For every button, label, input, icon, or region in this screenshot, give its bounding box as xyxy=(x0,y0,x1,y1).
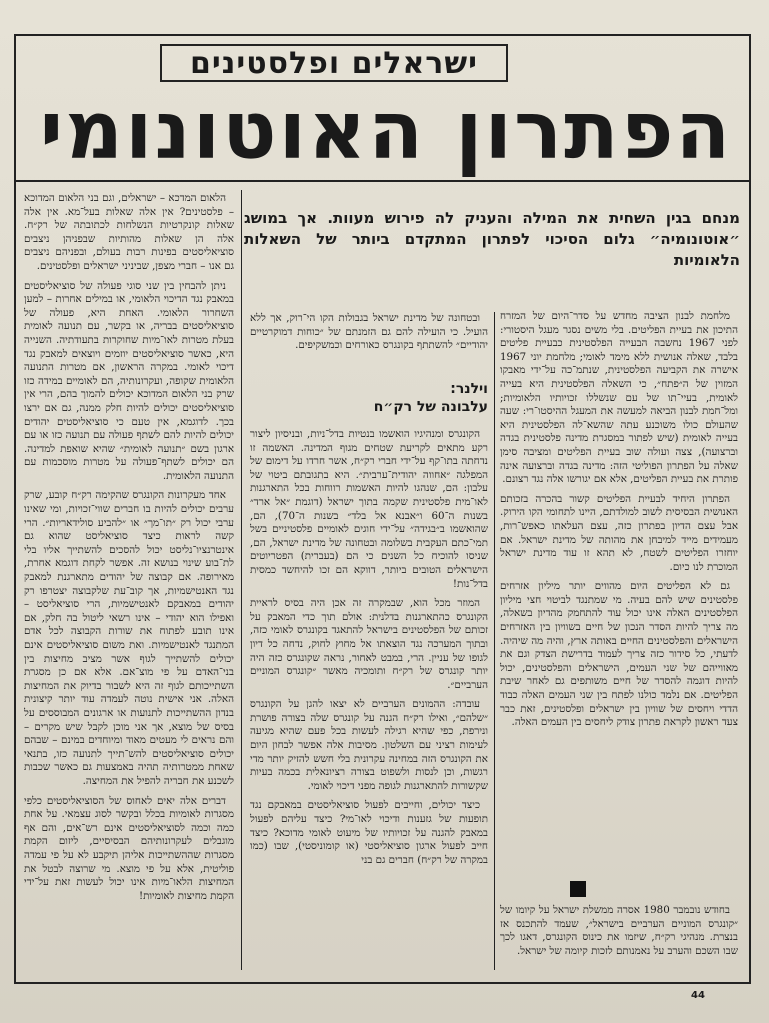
column-left xyxy=(24,192,234,970)
paragraph: אחד מעקרונות הקונגרס שהקימה רק״ח קובע, שרק ערבים יכולים להיות בו חברים שווי־זכויות, ומי שאינו ערבי יכול רק ״תו־מך״ או ״להביע סולידאריות״. הרי קשה לראות כיצד סוציאליסט שהוא גם אינטרנציו־נליסט יכול להסכים להשתייך אליו בלי לת־בוע שינוי בנושא זה. אפשר לקחת דוגמא אחרת, מאירופה. אם קבוצה של יהודים מתארגנת למאבק נגד האנטישמיות, אך קוב־עת שלקבוצה יצטרפו רק יהודים במאבקם לאנטישמיות, הרי סוציאליסט – ואפילו הוא יהודי – אינו רשאי ליטול בה חלק, אם אינו תובע לפתוח את שורות הקבוצה לכל אדם המתנגד לאנטישמיות. ואת משום סוציאליסטים אינם יכולים להשתייך לגוף אשר מציב מחיצות בין בני־האדם על פי מוצ־אם. אלא אם כן מסגרת השתייכותם לגוף זה היא לשבור בדיוק את המחיצות האלה. אני אישית נוטה לעמדה עוד יותר קיצונית בנדון ההשתייכות לתנועות או ארגונים המבוססים על בסיס של מוצא, אך אני מוכן לקבל שיש מקרים – והם נראים לי מעטים מאוד ומיוחדים במינם – שבהם יכולים סוציאליסטים להש־תייך לתנועה כזו, בתנאי שאחת ממטרותיה תהיה באמצעות גם כאשר שכבות לשכנע את חבריה להפיל את המחיצה. xyxy=(24,489,234,787)
paragraph: עובדה: ההמונים הערביים לא יצאו להגן על הקונגרס ״שלהם״, ואילו רק״ח הגנה על קונגרס שלה בצורה פושרת ונירפת, כפי שהיא רגילה לעשות בכל פעם שהיא מגיעה לעימות רציני עם השלטון. מסיבות אלה אפשר לבחון היום את הקונגרס הזה במחינה עקרונית בלי חשש להזיק יותר מדי רגשות, וכן לנסות ולשפוט בצורה רציונאלית בכמה בעיות שקשורות להתארגנות לגופה מפני דיכוי לאומי. xyxy=(250,698,488,792)
subhead xyxy=(250,380,488,416)
column-rule-left xyxy=(241,190,242,970)
paragraph: הלאום המדכא – ישראלים, וגם בני הלאום המדוכא – פלסטינים? אין אלה שאלות בעל־מא. אין אלה שאלות קונקרטיות הנשלחות לכתובתה של רק״ח. אלה הן שאלות מהותיות שבפניהן ניצבים סוציאליסטים בפינות רבות בעולם, ובפניהם ניצבים גם אנו – חברי מצפן, שביניני ישראלים ופלסטינים. xyxy=(24,192,234,272)
headline-rule xyxy=(14,180,751,182)
headline: הפתרון האוטונומי xyxy=(39,84,733,177)
column-right-main xyxy=(500,310,738,865)
subhead-title: עלבונה של רק״ח xyxy=(373,399,488,415)
column-rule-right xyxy=(494,312,495,970)
subhead-by: וילנר: xyxy=(450,381,488,397)
paragraph: גם לא הפליטים היום מהווים יותר מיליון אזרחים פלסטינים שיש להם בעיה. מי שמתנגד לביטוי חצי מיליון הפלסטינים האלה אינו יכול עוד להתחמק מהדיון בשאלה, מה צריך להיות הסדר הנכון של חיים בשוויון בין האזרחים הישראלים והפלסטינים החיים באותה ארץ, והיה מה שיהיה. לדעתי, כל סידור כזה צריך לעמוד בדרישת הצדק וגם את מאווייהם של שני העמים, הישראלים והפלסטינים, יכול להיות דוגמה להסדר של חיים משותפים גם לאחר שיבת הפליטים. אם נלמד כולנו לפתח בין שני העמים האלה כבוד הדדי ויחסים של שוויון בין ישראלים ופלסטינים, זאת כבר צעד ראשון לקראת פתרון צודק ליחסים בין העמים האלה. xyxy=(500,580,738,729)
paragraph: הקונגרס ומנהיגיו הואשמו בנטיות בדל־ניות, ובניסיון ליצור רקע מתאים לקריעת שטחים מגוף המדינה. האשמה זו נדחתה בתו־קף על־ידי חברי רק״ח, אשר חרדו על דימום של המפלגה ״אחווה יהודית־ערבית״. היא בתגובתם ביטוי של עלבון: הם, שנהגו להיות האשמות רווחות בכל התארגנות לאו־מית פלסטינית שקמה בתוך ישראל (דוגמת ״אל ארד״ בשנות ה־60 ו״אבנא אל בלד״ בשנות ה־70), הם, שהואשמו ב״בגידה״ על־ידי חוגים לאומיים פלסטיניים בשל תמי־כתם העקבית בשלומה ובטחונה של מדינת ישראל, הם, שניסו להוכיח כל השנים כי הם (בעברית) הפטריוטים הישראלים הטובים ביותר, דווקא הם זכו להיחשד כמסית בדל־נות! xyxy=(250,428,488,590)
paragraph: המוזר מכל הוא, שבמקרה זה אכן היה בסיס לראיית הקונגרס כהתארגנות בדלנית: אולם תוך כדי המאבק על זכותם של הפלסטינים בישראל להתאגד בקונגרס לאומי כזה, ובתוך המערכה נגד הוצאתו אל מחוץ לחוק, נדחה כל דיון לגופו של עניין. הרי, במבט לאחור, נראה שקונגרס כזה היה יותר קונגרס של רק״ח ותומכיה מאשר ״קונגרס המוניים הערביים״. xyxy=(250,597,488,691)
paragraph: כיצד יכולים, וחייבים לפעול סוציאליסטים במאבקם נגד תופעות של גזענות ודיכוי לאו־מי? כיצד עליהם לפעול במאבק להגנה על זכויותיו של מיעוט לאומי מדוכא? כיצד חייב לפעול ארגון סוציאליסטי (או קומוניסטי), שבו (כמו במקרה של רק״ח) חברים גם בני xyxy=(250,799,488,866)
page-number: 44 xyxy=(691,990,705,1001)
column-middle-top xyxy=(250,312,488,368)
paragraph: מלחמת לבנון הציבה מחדש על סדר־היום של המזרח התיכון את בעיית הפליטים. בלי משים נסגר מעגל היסטורי: לפני 1967 נחשבה הבעייה הפלסטינית כבעיית פליטים בלבד, שאלה אנושית ללא מימד לאומי; מלחמת יוני 1967 אישרה את הקביעה הפלסטינית, שנתמ־כה על־ידי מאבקו המזוין של ה״פתח״, כי השאלה הפלסטינית היא בעייה לאומית, בעיי־תו של עם שנשללו זכויותיו הלאומיות; ומל־חמת לבנון הביאה למעשה את המעגל ההיסטו־רי: שעה שהעולם כולו משוכנע עתה שהשא־לה הפלסטינית היא בעייה לאומית (שיש לפתור במסגרת מדינה פלסטינית בגדה וברצועה), צצה ועולה שוב בעיית הפליטים ומציבה סימן שאלה על הפתרון הפוליטי הזה: מדינה בגדה וברצועה אינה פותרת את בעיית הפליטים, אלא אם יגורשו אלה נגד רצונם. xyxy=(500,310,738,486)
paragraph: ובטחונה של מדינת ישראל בגבולות הקו הי־רוק, אך ללא הועיל. כי הועילה להם גם הזמנתם של ״כוחות דמוקרטיים יהודיים״ להשתתף בקונגרס כאורחים וכמשקיפים. xyxy=(250,312,488,352)
kicker: ישראלים ופלסטינים xyxy=(190,45,478,81)
column-middle xyxy=(250,428,488,970)
kicker-box xyxy=(160,44,508,82)
section-square-icon xyxy=(570,881,586,897)
dek: מנחם בגין השחית את המילה והעניק לה פירוש מעוות. אך במושג ״אוטונומיה״ גלום הסיכוי לפתרון המתקדם ביותר של השאלות הלאומיות xyxy=(244,209,740,269)
paragraph: ניתן להבחין בין שני סוגי פעולה של סוציאליסטים במאבק נגד הדיכוי הלאומי, או במילים אחרות – למען השחרור הלאומי. האחת היא, פעולה של סוציאליסטים בבריה, או בקשר, עם תנועה לאומית בעלת מטרות לאו־מיות שחוקרות בתעודתיה. השנייה היא, כאשר סוציאליסטים יוזמים ויוצאים למאבק נגד דיכוי לאומי. במקרה הראשון, אם מטרות התנועה הלאומית שקופה, ועקרונותיה, הם לאומיים במידה כזו שרק בני הלאום המדוכא יכולים להמוך בהם, הרי אין סוציאליסטים יכולים להיות חלק ממנה, גם אם ירצו בכך. לדוגמא, אין טעם כי סוציאליסטים יהודים יכולים להיות להם לשתף פעולה עם תנועה כזו או עם ארגון בשם ״תנועה לאומית״ שהיא שואפת למדינה. הם יכולים לשתף־פעולה על מטרות מוסכמות עם התנועה הלאומית. xyxy=(24,279,234,482)
column-right-box xyxy=(500,904,738,970)
paragraph: בחודש נובמבר 1980 אסרה ממשלת ישראל על קיומו של ״קונגרס המוניים הערביים בישראל״, שעמד להתכנס אז בנצרת. מנהיגי רק״ח, שיזמו את כינוס הקונגרס, דאגו לכך שבו השכם והערב על נאמנותם לזכות קיומה של ישראל. xyxy=(500,904,738,957)
paragraph: הפתרון היחיד לבעיית הפליטים קשור בהכרה בזכותם האנושית הבסיסית לשוב למולדתם, היינו לתחומי הקו הירוק. אבל עצם הדיון בפתרון כזה, עצם העלאתו כאפש־רות, מעמידים מייד למיבחן את מהותה של מדינת ישראל. אם יוחזרו הפליטים לשטח, לא תהא זו עוד מדינת ישראל המוכרת לנו כיום. xyxy=(500,492,738,573)
paragraph: דברים אלה יאים לאחוס של הסוציאליסטים כלפי מסגרות לאומיות בכלל ובקשר לסוג עצמאי. על אחת כמה וכמה לסוציאליסטים אינם רש־אים, והם אף מוגבלים לעקרונותיהם הבסיסיים, ליזום הקמת מסגרות שההשתייכות אליהן תיקבע לא על פי עמדה פוליטית, אלא על פי מוצא. מי שרוצה לבטל את המחיצות הלאו־מיות אינו יכול לעשות זאת על־ידי הקמת מחיצות לאומיות! xyxy=(24,794,234,902)
